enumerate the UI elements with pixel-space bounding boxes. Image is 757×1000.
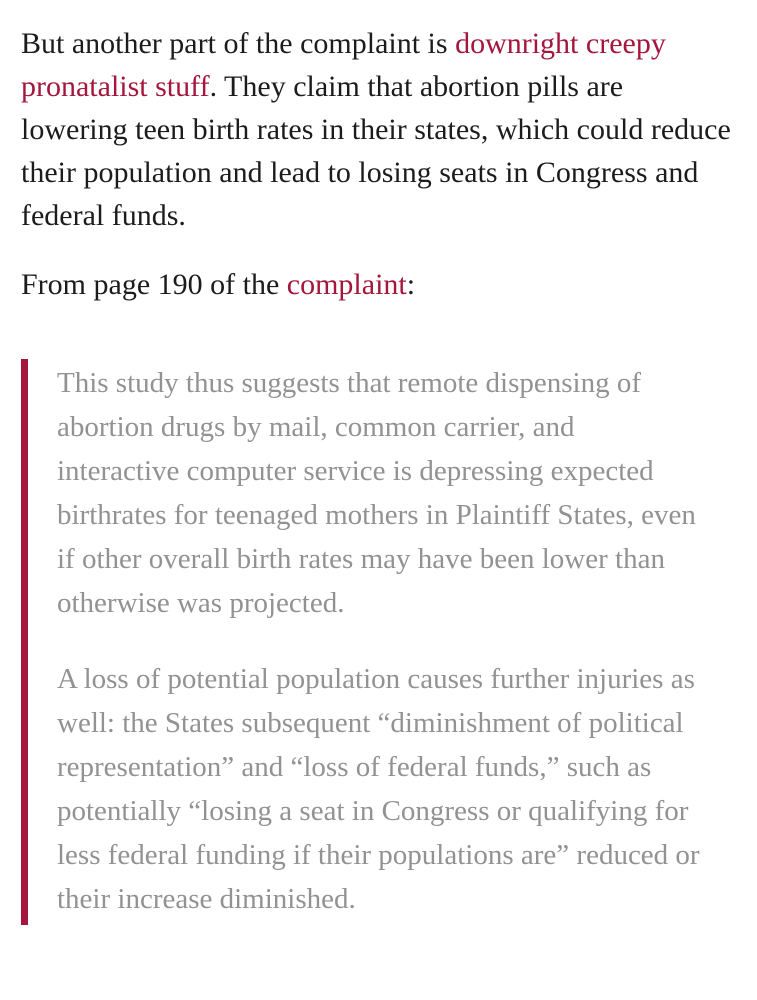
pronatalist-stuff-link[interactable]: downright creepy pronatalist stuff xyxy=(21,27,666,103)
intro-paragraph xyxy=(21,22,736,237)
source-paragraph xyxy=(21,263,736,306)
complaint-blockquote xyxy=(21,359,736,925)
intro-text-before-link: But another part of the complaint is xyxy=(21,27,456,60)
complaint-link[interactable]: complaint xyxy=(286,268,407,301)
source-text-after-link: : xyxy=(406,268,416,301)
source-text-before-link: From page 190 of the xyxy=(21,268,287,301)
quote-paragraph-2: A loss of potential population causes further injuries as well: the States subsequent “diminishment of political representation” and “loss of federal funds,” such as potentially “losing a seat in Congress or qualifying for less federal funding if their populations are” reduced or their increase diminished. xyxy=(57,663,700,915)
quote-paragraph-1: This study thus suggests that remote dispensing of abortion drugs by mail, common carrier, and interactive computer service is depressing expected birthrates for teenaged mothers in Plaintiff States, even if other overall birth rates may have been lower than otherwise was projected. xyxy=(57,367,696,619)
intro-text-after-link: . They claim that abortion pills are lowering teen birth rates in their states, which could reduce their population and lead to losing seats in Congress and federal funds. xyxy=(21,70,731,232)
